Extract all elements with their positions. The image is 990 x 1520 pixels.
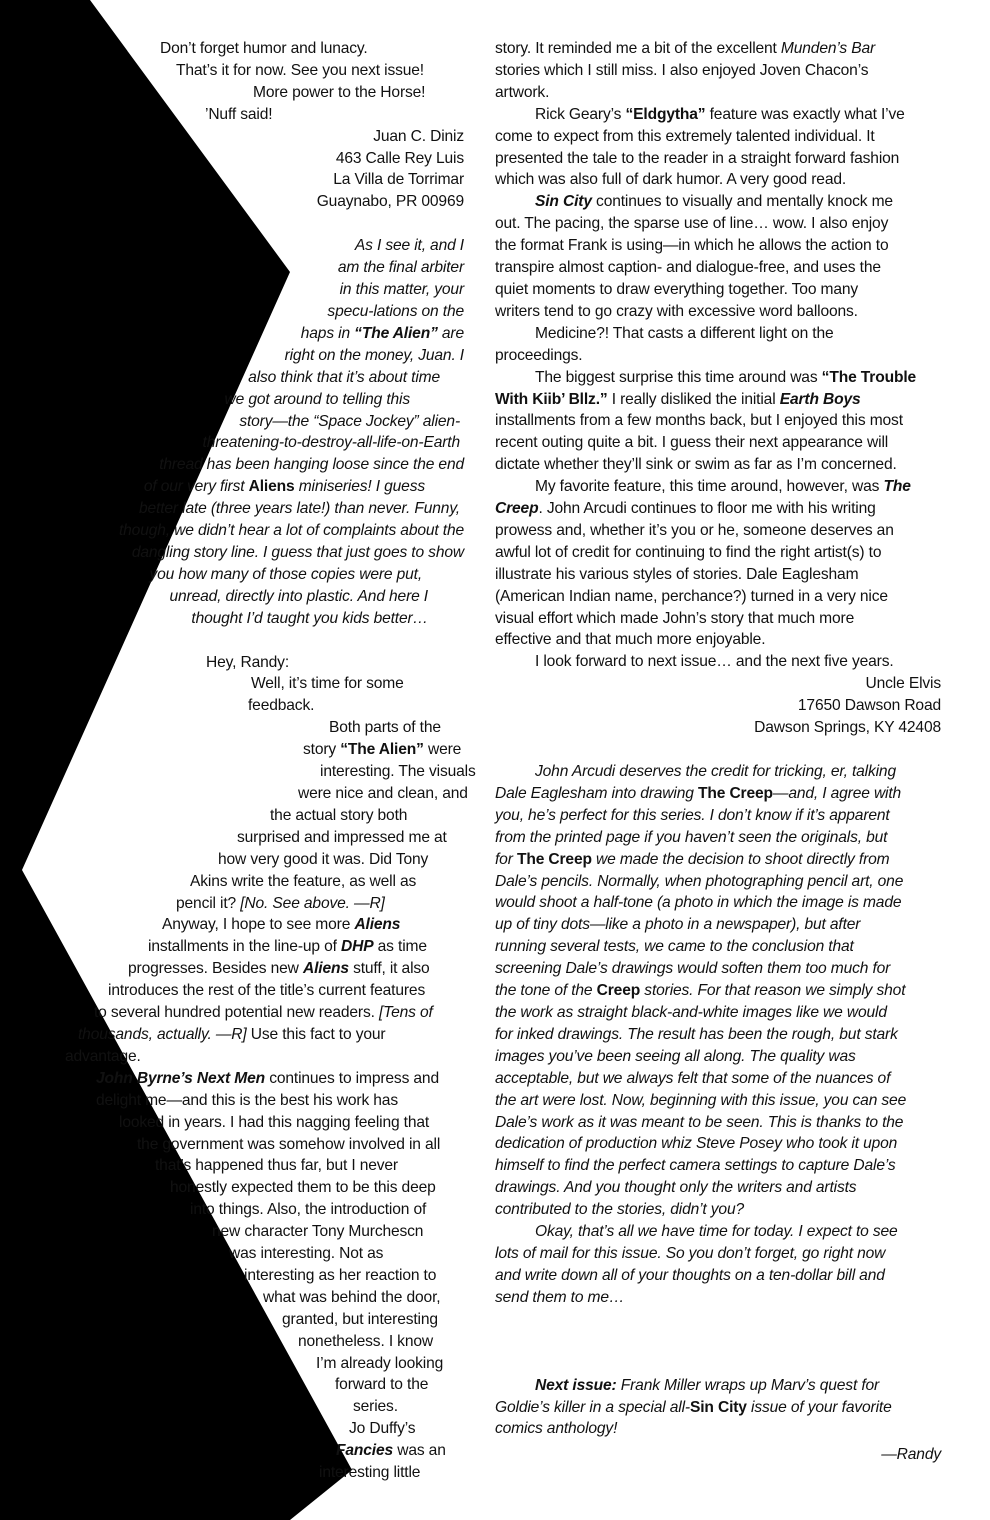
text-line: visual effort which made John’s story that much more (495, 609, 855, 627)
text-line: the tone of the Creep stories. For that reason we simply shot (495, 982, 906, 1000)
text-line: dangling story line. I guess that just goes to show (131, 543, 464, 561)
text-line: That’s it for now. See you next issue! (176, 61, 424, 79)
signature-area: La Villa de Torrimar (333, 171, 464, 189)
title-aliens: Aliens (248, 478, 295, 496)
text-line: and write down all of your thoughts on a ten-dollar bill and (495, 1266, 885, 1284)
text-line: prowess and, whether it’s you or he, someone deserves an (495, 521, 894, 539)
text-line: thought I’d taught you kids better… (191, 609, 428, 627)
signature-street: 463 Calle Rey Luis (335, 149, 464, 167)
editor-reply-2 (495, 761, 941, 1309)
text-line: am the final arbiter (337, 259, 464, 277)
text-line: dictate whether they’ll sink or swim as far as I’m concerned. (495, 456, 897, 474)
feature-title: “The Trouble (821, 368, 917, 386)
text-line: how very good it was. Did Tony (218, 850, 429, 868)
text-line: specu-lations on the (327, 302, 464, 320)
text-line: John Arcudi deserves the credit for tricking, er, talking (535, 763, 896, 780)
text-line: story. It reminded me a bit of the excellent Munden’s Bar (495, 40, 876, 57)
text-line: thread has been hanging loose since the end (159, 456, 464, 474)
text-line: come to expect from this extremely talented individual. It (495, 127, 875, 145)
text-line: for inked drawings. The result has been the rough, but stark (495, 1025, 898, 1043)
feature-title: “Eldgytha” (625, 105, 706, 123)
text-line: images you’ve been seeing all along. The quality was (495, 1047, 856, 1065)
text-line: surprised and impressed me at (237, 828, 447, 846)
text-line: the government was somehow involved in all (137, 1135, 441, 1153)
letter-2 (0, 652, 476, 1484)
title-sin-city: Sin City (535, 193, 592, 211)
text-line: threatening-to-destroy-all-life-on-Earth (202, 434, 460, 452)
title-the-creep: The Creep (697, 784, 773, 802)
title-the-creep: Creep (495, 500, 539, 518)
text-line: Rick Geary’s “Eldgytha” feature was exactly what I’ve (535, 105, 905, 123)
text-line: transpire almost caption- and dialogue-free, and uses the (495, 259, 881, 277)
text-line: With Kiib’ Bllz.” I really disliked the initial Earth Boys (495, 390, 861, 408)
text-line: presented the tale to the reader in a straight forward fashion (495, 149, 900, 167)
text-line: Akins write the feature, as well as (190, 872, 417, 890)
text-line: effective and that much more enjoyable. (495, 631, 766, 649)
text-line: interesting little (319, 1464, 421, 1482)
editor-aside: [Tens of (378, 1004, 433, 1022)
text-line: himself to find the perfect camera settings to capture Dale’s (495, 1157, 896, 1175)
text-line: honestly expected them to be this deep (170, 1179, 436, 1197)
text-line: Anyway, I hope to see more Aliens (162, 916, 401, 934)
text-line: thousands, actually. —R] Use this fact to your (78, 1025, 386, 1043)
text-line: Jo Duffy’s (349, 1420, 416, 1438)
text-line: we got around to telling this (224, 390, 410, 408)
text-line: Dale’s pencils. Normally, when photographing pencil art, one (495, 872, 904, 890)
text-line: the actual story both (270, 806, 408, 824)
text-line: story—the “Space Jockey” alien- (239, 412, 460, 430)
text-line: running several tests, we came to the conclusion that (495, 938, 854, 956)
title-creep: Creep (596, 982, 641, 1000)
editor-aside: thousands, actually. —R] (78, 1025, 247, 1043)
text-line: interesting. The visuals (320, 763, 476, 781)
text-line: I look forward to next issue… and the next five years. (535, 653, 894, 671)
text-line: Medicine?! That casts a different light on the (535, 324, 834, 342)
letter1-signature (0, 126, 464, 214)
title-earth-boys: Earth Boys (779, 390, 861, 408)
text-line: Fancies was an (336, 1442, 446, 1460)
text-line: Don’t forget humor and lunacy. (160, 40, 368, 57)
text-line: As I see it, and I (354, 237, 464, 255)
text-line: in this matter, your (339, 281, 464, 299)
text-line: Okay, that’s all we have time for today. I expect to see (535, 1223, 898, 1241)
text-line: feedback. (248, 697, 315, 715)
text-line: artwork. (495, 83, 550, 101)
text-line: Creep. John Arcudi continues to floor me with his writing (495, 500, 876, 518)
title-mundens-bar: Munden’s Bar (780, 40, 876, 57)
text-line: pencil it? [No. See above. —R] (176, 894, 385, 912)
text-line: interesting as her reaction to (244, 1266, 437, 1284)
text-line: The biggest surprise this time around was “The Trouble (535, 368, 917, 386)
text-line: series. (353, 1398, 398, 1416)
text-line: More power to the Horse! (253, 83, 426, 101)
text-line: acceptable, but we always felt that some of the nuances of (495, 1069, 891, 1087)
text-line: unread, directly into plastic. And here I (169, 587, 428, 605)
text-line: recent outing quite a bit. I guess their next appearance will (495, 434, 889, 452)
text-line: (American Indian name, perchance?) turned in a very nice (495, 587, 888, 605)
text-line: of our very first Aliens miniseries! I guess (143, 478, 425, 496)
text-line: dedication of production whiz Steve Posey who took it upon (495, 1135, 898, 1153)
text-line: Dale Eaglesham into drawing The Creep—and, I agree with (495, 784, 902, 802)
next-issue-label: Next issue: (535, 1376, 617, 1394)
text-line: Goldie’s killer in a special all-Sin City issue of your favorite (495, 1398, 892, 1416)
next-issue-note (495, 1375, 941, 1467)
text-line: were nice and clean, and (298, 785, 468, 802)
text-line: that’s happened thus far, but I never (155, 1157, 398, 1175)
title-dhp: DHP (340, 938, 374, 956)
text-line: Sin City continues to visually and mentally knock me (535, 193, 893, 211)
left-column (0, 38, 476, 1484)
text-line: which was also full of dark humor. A very good read. (495, 171, 847, 189)
right-column (495, 38, 941, 1466)
text-line: would shoot a half-tone (a photo in which the image is made (495, 894, 902, 912)
signature-name: Uncle Elvis (865, 675, 941, 693)
text-line: introduces the rest of the title’s current features (108, 982, 426, 1000)
text-line: stories which I still miss. I also enjoyed Joven Chacon’s (495, 61, 869, 79)
text-line: was interesting. Not as (229, 1245, 384, 1263)
text-line: granted, but interesting (282, 1310, 438, 1328)
text-line: send them to me… (495, 1288, 625, 1306)
text-line: illustrate his various styles of stories. Dale Eaglesham (495, 565, 859, 583)
title-sin-city: Sin City (689, 1398, 747, 1416)
text-line: haps in “The Alien” are (300, 324, 464, 342)
text-line: into things. Also, the introduction of (190, 1201, 427, 1219)
text-line: My favorite feature, this time around, however, was The (535, 478, 911, 496)
text-line: drawings. And you thought only the writers and artists (495, 1179, 857, 1197)
text-line: contributed to the stories, didn’t you? (495, 1201, 745, 1219)
text-line: better late (three years late!) than never. Funny, (138, 500, 460, 518)
text-line: up of tiny dots—like a photo in a newspaper), but after (495, 916, 861, 934)
letter1-closing (0, 38, 470, 126)
text-line: the art were lost. Now, beginning with this issue, you can see (495, 1091, 907, 1109)
text-line: awful lot of credit for continuing to find the right artist(s) to (495, 543, 882, 561)
title-next-men: John Byrne’s Next Men (96, 1069, 266, 1087)
text-line: writers tend to go crazy with excessive word balloons. (495, 302, 858, 320)
title-the-creep: The (883, 478, 911, 496)
signature-street: 17650 Dawson Road (797, 697, 941, 715)
text-line: Next issue: Frank Miller wraps up Marv’s quest for (535, 1376, 880, 1394)
text-line: right on the money, Juan. I (284, 346, 464, 364)
text-line: lots of mail for this issue. So you don’t forget, go right now (495, 1244, 886, 1262)
text-line: comics anthology! (495, 1420, 618, 1438)
signature-city: Dawson Springs, KY 42408 (754, 719, 941, 737)
text-line: John Byrne’s Next Men continues to impress and (96, 1069, 439, 1087)
text-line: you how many of those copies were put, (149, 565, 422, 583)
text-line: Well, it’s time for some (251, 675, 404, 693)
editor-aside: [No. See above. —R] (240, 894, 385, 912)
text-line: Both parts of the (329, 719, 441, 737)
signature-name: Juan C. Diniz (373, 127, 464, 145)
text-line: you, he’s perfect for this series. I don’t know if it’s apparent (495, 806, 890, 824)
text-line: new character Tony Murchescn (212, 1223, 424, 1241)
letter2-continued (495, 38, 941, 673)
text-line: for The Creep we made the decision to shoot directly from (495, 850, 890, 868)
text-line: to several hundred potential new readers. [Tens of (94, 1004, 433, 1022)
title-the-creep: The Creep (516, 850, 592, 868)
salutation: Hey, Randy: (206, 653, 289, 671)
text-line: advantage. (65, 1047, 141, 1065)
text-line: story “The Alien” were (303, 741, 462, 759)
feature-title: “The Alien” (354, 324, 438, 342)
text-line: looked in years. I had this nagging feeling that (119, 1113, 430, 1131)
editor-signoff: —Randy (881, 1446, 941, 1464)
title-aliens: Aliens (354, 916, 401, 934)
text-line: installments from a few months back, but I enjoyed this most (495, 412, 903, 430)
text-line: delight me—and this is the best his work has (96, 1091, 398, 1109)
text-line: the format Frank is using—in which he allows the action to (495, 237, 889, 255)
text-line: progresses. Besides new Aliens stuff, it also (128, 960, 430, 978)
text-line: screening Dale’s drawings would soften them too much for (495, 960, 891, 978)
text-line: installments in the line-up of DHP as time (148, 938, 427, 956)
text-line: proceedings. (495, 346, 583, 364)
text-line: what was behind the door, (263, 1288, 441, 1306)
text-line: the work as straight black-and-white images like we would (495, 1003, 887, 1021)
text-line: ’Nuff said! (205, 105, 273, 123)
feature-title: “The Alien” (340, 741, 424, 759)
text-line: though, we didn’t hear a lot of complaints about the (118, 522, 464, 540)
signature-city: Guaynabo, PR 00969 (316, 193, 464, 211)
text-line: I’m already looking (316, 1354, 444, 1372)
title-fancies: Fancies (336, 1442, 394, 1460)
text-line: nonetheless. I know (298, 1332, 433, 1350)
feature-title: With Kiib’ Bllz.” (495, 390, 608, 408)
text-line: forward to the (335, 1376, 429, 1394)
letter2-signature (495, 673, 941, 739)
editor-reply-1 (0, 235, 464, 629)
text-line: also think that it’s about time (248, 368, 440, 386)
text-line: out. The pacing, the sparse use of line… wow. I also enjoy (495, 215, 889, 233)
text-line: Dale’s work as it was meant to be seen. This is thanks to the (495, 1113, 904, 1131)
text-line: quiet moments to draw everything together. Too many (495, 280, 859, 298)
title-aliens: Aliens (302, 960, 349, 978)
text-line: from the printed page if you haven’t seen the originals, but (495, 828, 888, 846)
